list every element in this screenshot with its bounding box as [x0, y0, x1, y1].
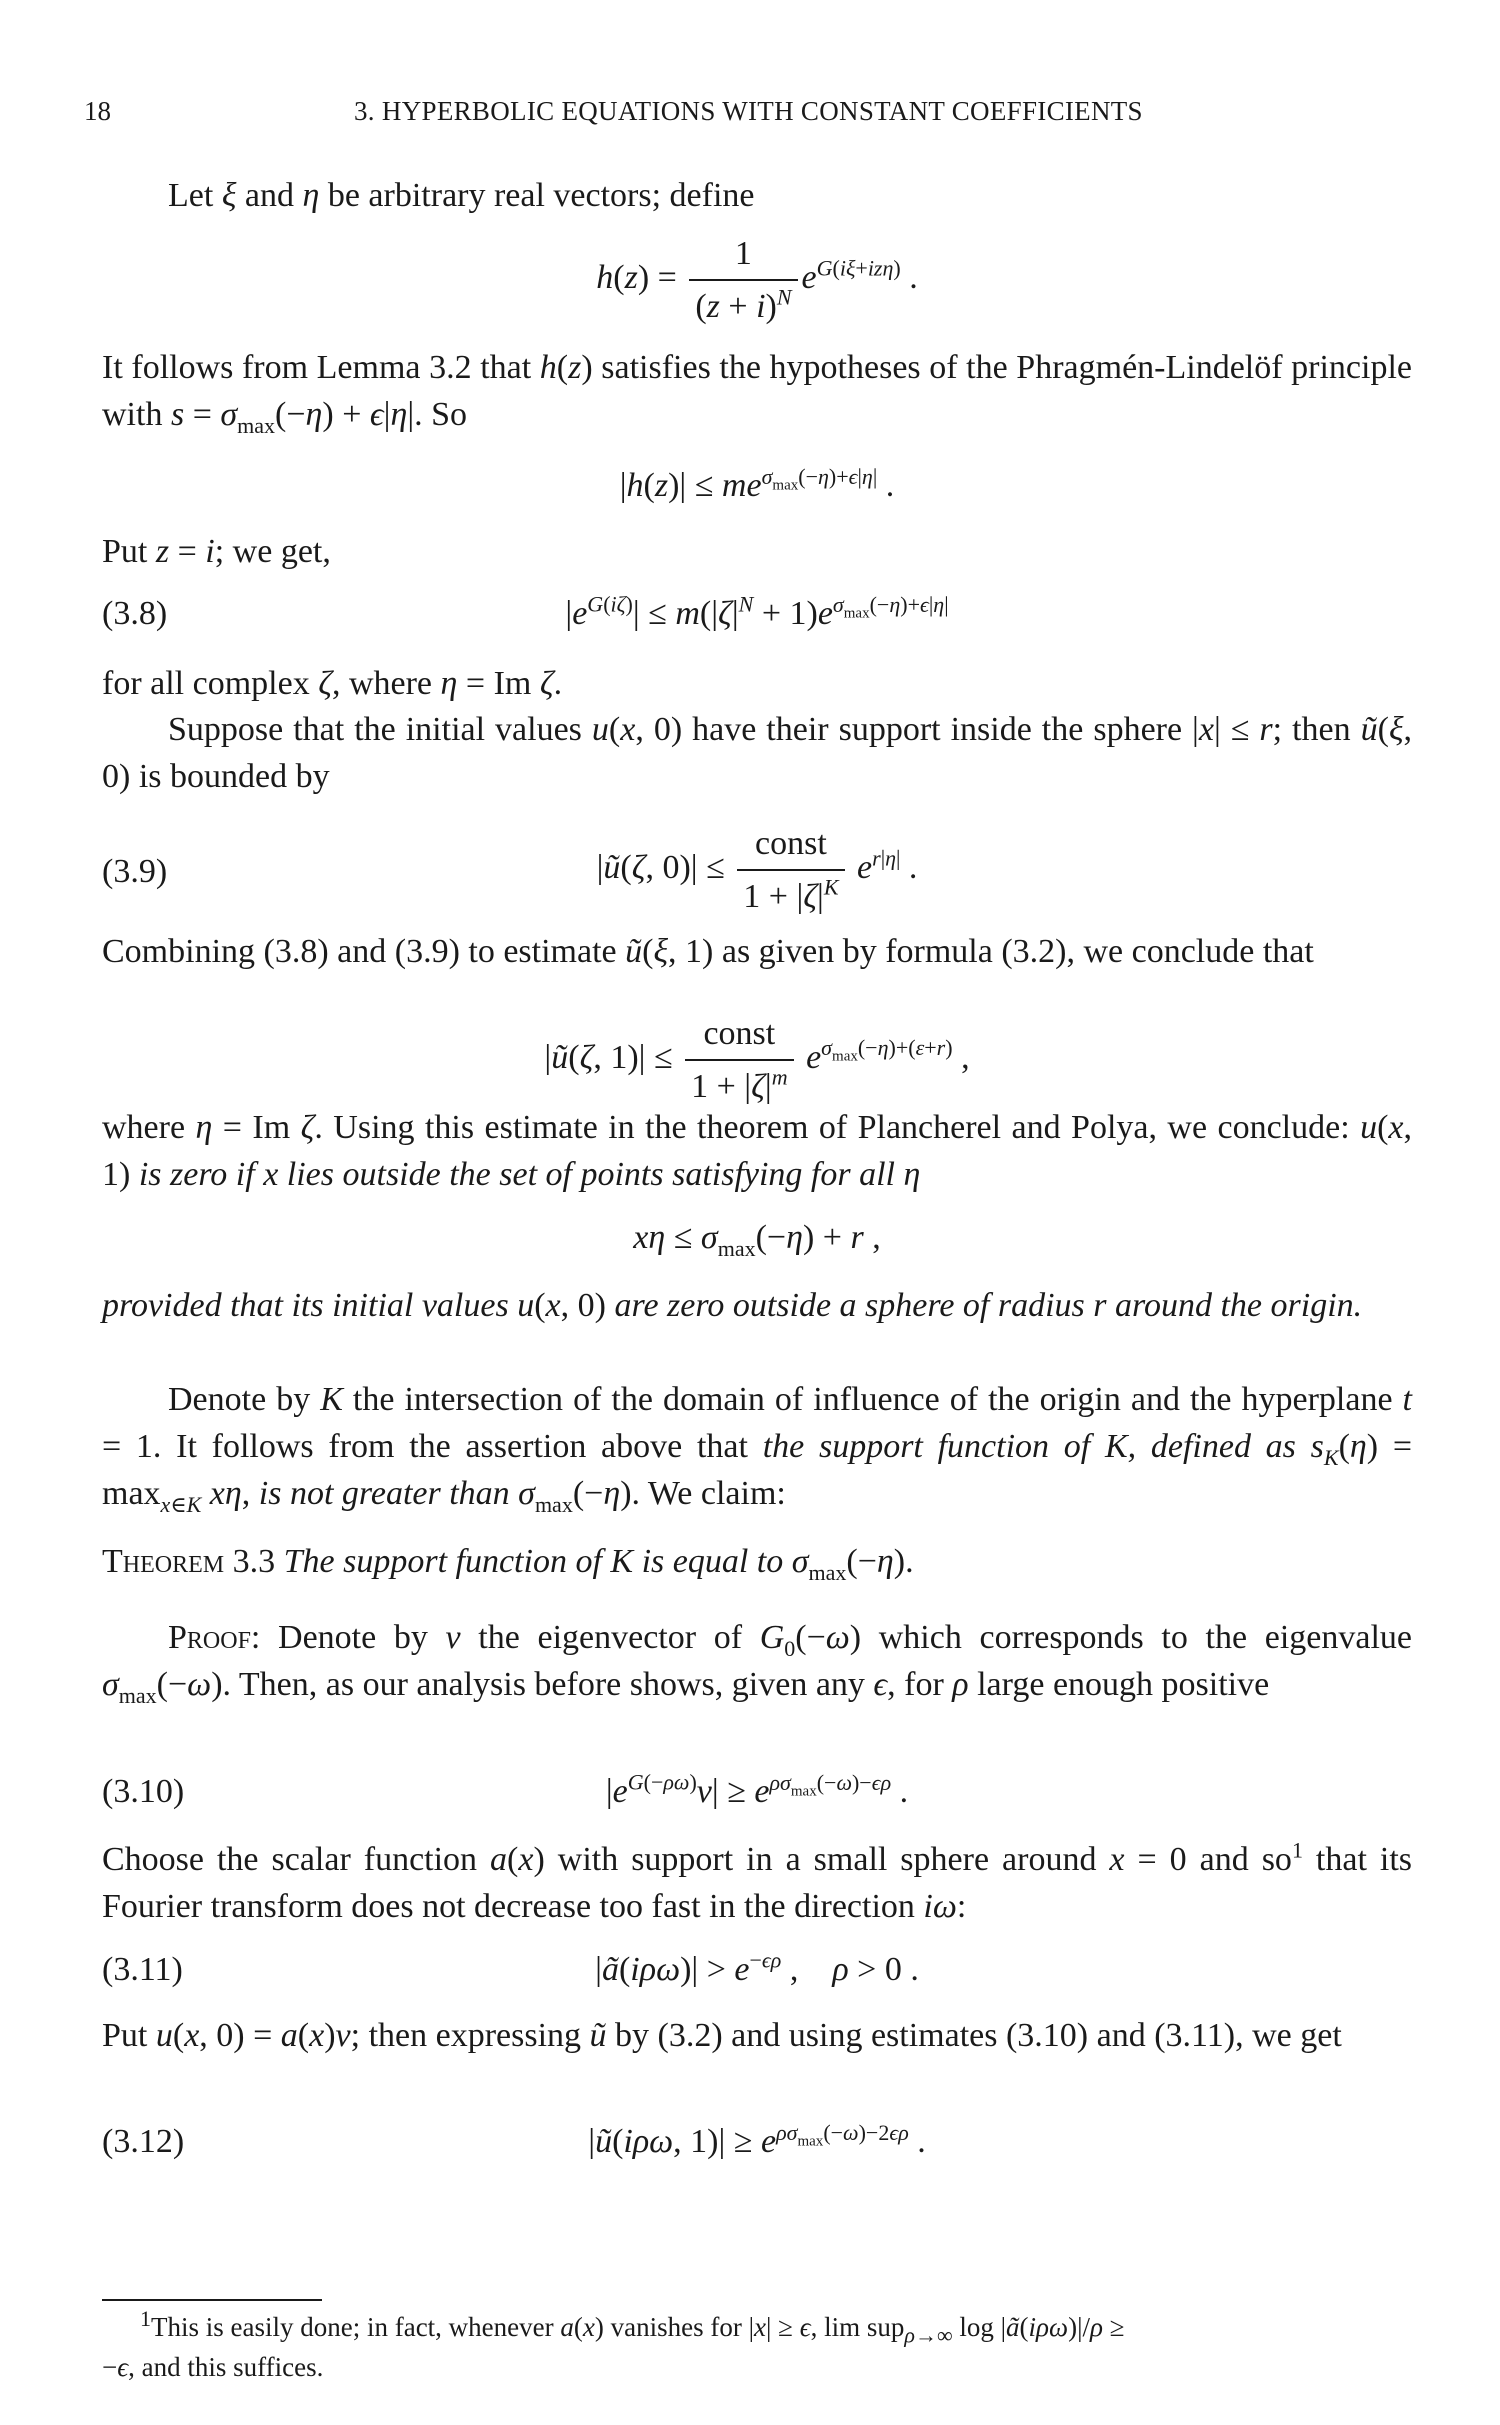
theorem-statement: The support function of K is equal to — [283, 1543, 784, 1580]
proof-label: Proof: — [168, 1619, 261, 1656]
theorem-label: Theorem 3.3 — [102, 1543, 276, 1580]
paragraph-plancherel-polya: where η = Im ζ. Using this estimate in the theorem of Plancherel and Polya, we conclude: u(x, 1) is zero if x lies outside the set of points satisfying for all η — [102, 1109, 1412, 1193]
footnote-1: $^1$This is easily done; in fact, whenever a(x) vanishes for |x| ≥ ϵ, lim sup$_{\rho\to\infty}$ log |ã(iρω)|/ρ ≥ −ϵ, and this suffices. — [102, 2306, 1125, 2382]
paragraph-put-z: Put z = i; we get, — [102, 533, 331, 570]
equation-label: (3.8) — [102, 595, 168, 632]
running-header — [84, 90, 1412, 130]
paragraph-combining: Combining (3.8) and (3.9) to estimate ũ(ξ, 1) as given by formula (3.2), we conclude that — [102, 933, 1314, 970]
paragraph-put-u: Put u(x, 0) = a(x)v; then expressing ũ by (3.2) and using estimates (3.10) and (3.11), we get — [102, 2017, 1342, 2054]
paragraph-define-h: Let ξ and η be arbitrary real vectors; define — [168, 177, 755, 214]
equation-label: (3.10) — [102, 1773, 185, 1810]
paragraph-complex-zeta: for all complex ζ, where η = Im ζ. — [102, 665, 563, 702]
paragraph-proof: Proof: Denote by v the eigenvector of $G_0(-\omega)$ which corresponds to the eigenvalue $\sigma_{max}(-\omega)$. Then, as our analysis before shows, given any ϵ, for ρ large enough positive — [102, 1619, 1412, 1708]
paragraph-provided: provided that its initial values u(x, 0) are zero outside a sphere of radius r around the origin. — [102, 1287, 1363, 1324]
running-title: 3. HYPERBOLIC EQUATIONS WITH CONSTANT COEFFICIENTS — [354, 96, 1143, 126]
paragraph-denote-K: Denote by K the intersection of the domain of influence of the origin and the hyperplane t = 1. It follows from the assertion above that the support function of K, defined as $s_K(\eta) = \max_{x\in K} x\eta$, is not greater than $\sigma_{max}(-\eta)$. We claim: — [102, 1381, 1412, 1517]
equation-label: (3.12) — [102, 2123, 185, 2160]
paragraph-initial-values: Suppose that the initial values u(x, 0) have their support inside the sphere |x| ≤ r; then ũ(ξ, 0) is bounded by — [102, 711, 1413, 795]
page-number: 18 — [84, 96, 111, 126]
paragraph-phragmen: It follows from Lemma 3.2 that h(z) satisfies the hypotheses of the Phragmén-Lindelöf principle with $s = \sigma_{max}(-\eta) + \epsilon|\eta|$. So — [102, 349, 1413, 438]
paragraph-choose-a: Choose the scalar function a(x) with support in a small sphere around x = 0 and $so^1$ that its Fourier transform does not decrease too fast in the direction iω: — [102, 1837, 1413, 1925]
equation-label: (3.9) — [102, 853, 168, 890]
theorem-3-3: Theorem 3.3 The support function of K is equal to $\sigma_{max}(-\eta)$. — [102, 1543, 914, 1585]
equation-label: (3.11) — [102, 1951, 183, 1988]
page: 18 3. HYPERBOLIC EQUATIONS WITH CONSTANT COEFFICIENTS Let ξ and η be arbitrary real vectors; define h(z) = $\frac{1}{(z + i)^N}$ $e^{G(i\xi+iz\eta)}$ . It follows from Lemma 3.2 that h(z) satisfies the hypotheses of the Phragmén-Lindelöf principle with $s = \sigma_{max}(-\eta) + \epsilon|\eta|$. So $|h(z)| \le me^{\sigma_{max}(-\eta)+\epsilon|\eta|}$ . Put z = i; we get, (3.8) $|e^{G(i\zeta)}| \le m(|\zeta|^N + 1)e^{\sigma_{max}(-\eta)+\epsilon|\eta|}$ for all complex ζ, where η = Im ζ. Suppose that the initial values u(x, 0) have their support inside the sphere |x| ≤ r; then ũ(ξ, 0) is bounded by (3.9) |ũ(ζ, 0)| ≤ $\frac{\text{const}}{1 + |\zeta|^K}$ $e^{r|\eta|}$ . Combining (3.8) and (3.9) to estimate ũ(ξ, 1) as given by formula (3.2), we conclude that |ũ(ζ, 1)| ≤ $\frac{\text{const}}{1 + |\zeta|^m}$ $e^{\sigma_{max}(-\eta)+(\varepsilon+r)}$ , where η = Im ζ. Using this estimate in the theorem of Plancherel and Polya, we conclude: u(x, 1) is zero if x lies outside the set of points satisfying for all η $x\eta \le \sigma_{max}(-\eta) + r$ , provided that its initial values u(x, 0) are zero outside a sphere of radius r around the origin. Denote by K the intersection of the domain of influence of the origin and the hyperplane t = 1. It follows from the assertion above that the support function of K, defined as $s_K(\eta) = \max_{x\in K} x\eta$, is not greater than $\sigma_{max}(-\eta)$. We claim: Theorem 3.3 The support function of K is equal to $\sigma_{max}(-\eta)$. Proof: Denote by v the eigenvector of $G_0(-\omega)$ which corresponds to the eigenvalue $\sigma_{max}(-\omega)$. Then, as our analysis before shows, given any ϵ, for ρ large enough positive (3.10) $|e^{G(-\rho\omega)}v| \ge e^{\rho\sigma_{max}(-\omega)-\epsilon\rho}$ . Choose the scalar function a(x) with support in a small sphere around x = 0 and $so^1$ that its Fourier transform does not decrease too fast in the direction iω: (3.11) |ã(iρω)| > $e^{-\epsilon\rho}$ , ρ > 0 . Put u(x, 0) = a(x)v; then expressing ũ by (3.2) and using estimates (3.10) and (3.11), we get (3.12) |ũ(iρω, $1)| \ge e^{\rho\sigma_{max}(-\omega)-2\epsilon\rho}$ . $^1$This is easily done; in fact, whenever a(x) vanishes for |x| ≥ ϵ, lim sup$_{\rho\to\infty}$ log |ã(iρω)|/ρ ≥ −ϵ, and this suffices. — [102, 0, 1412, 2425]
footnote-rule — [102, 2299, 322, 2301]
